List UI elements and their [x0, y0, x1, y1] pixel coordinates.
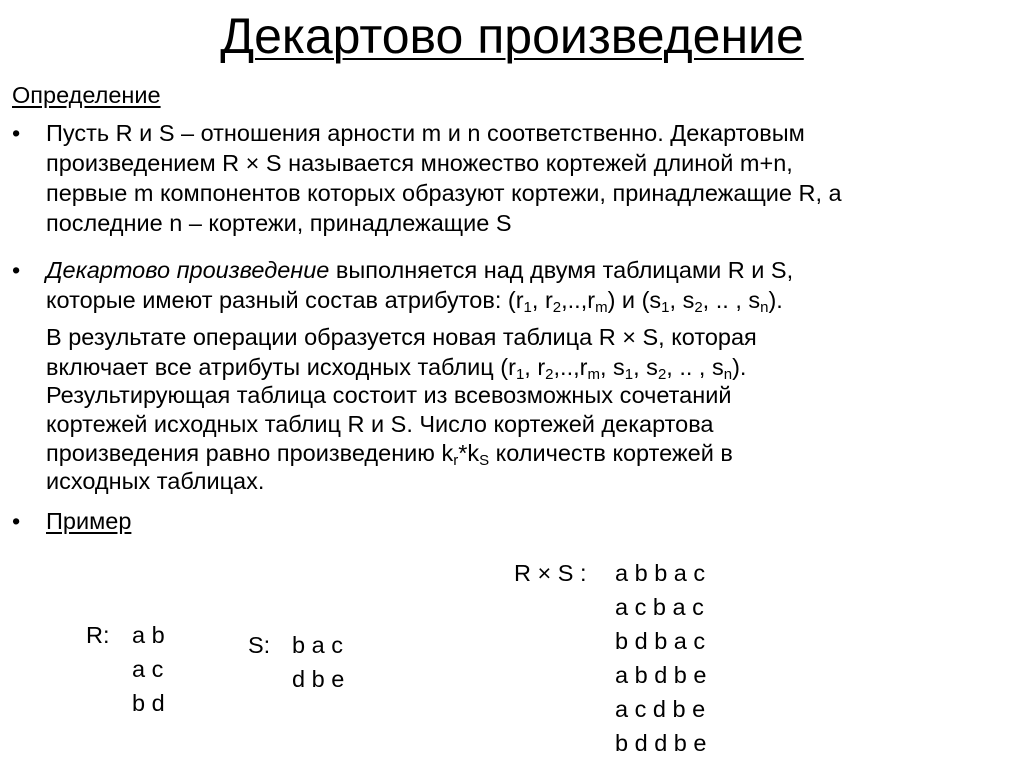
- product-row: b d b a c: [615, 628, 706, 654]
- para2-line2-text: которые имеют разный состав атрибутов: (r: [46, 287, 524, 313]
- para2-line2: которые имеют разный состав атрибутов: ($r_1$, $r_2,..,r_m$) и ($s_1$, $s_2$, .. , $s_n$).: [46, 287, 783, 316]
- bullet-1: •: [12, 120, 21, 146]
- relation-s-label: S:: [248, 632, 271, 658]
- para2-line7-b: количеств кортежей в: [489, 440, 733, 466]
- product-label: R × S :: [514, 560, 587, 586]
- para2-line6: кортежей исходных таблиц R и S. Число кортежей декартова: [46, 411, 714, 437]
- product-row: a c d b e: [615, 696, 706, 722]
- para2-line7-a: произведения равно произведению k: [46, 440, 454, 466]
- relation-r-row: a c: [132, 656, 164, 682]
- product-row: b d d b e: [615, 730, 707, 756]
- relation-r-row: a b: [132, 622, 165, 648]
- product-row: a b b a c: [615, 560, 706, 586]
- para1-line3: первые m компонентов которых образуют кортежи, принадлежащие R, а: [46, 180, 842, 206]
- bullet-2: •: [12, 257, 21, 283]
- example-label: Пример: [46, 508, 132, 534]
- para2-line4-text: включает все атрибуты исходных таблиц (r: [46, 354, 516, 380]
- product-row: a c b a c: [615, 594, 704, 620]
- para2-line5: Результирующая таблица состоит из всевозможных сочетаний: [46, 382, 732, 408]
- para2-line8: исходных таблицах.: [46, 468, 265, 494]
- definition-heading: Определение: [12, 82, 161, 108]
- para2-line7: произведения равно произведению $k_r*k_S$ количеств кортежей в: [46, 440, 733, 469]
- para2-line3: В результате операции образуется новая таблица R × S, которая: [46, 324, 757, 350]
- page-title: Декартово произведение: [220, 8, 804, 64]
- para2-line1: [46, 255, 793, 285]
- para2-italic-term: Декартово произведение: [46, 257, 330, 283]
- para1-line4: последние n – кортежи, принадлежащие S: [46, 210, 512, 236]
- para1-line2: произведением R × S называется множество кортежей длиной m+n,: [46, 150, 793, 176]
- relation-s-row: d b e: [292, 666, 345, 692]
- bullet-3: •: [12, 508, 21, 534]
- relation-s-row: b a c: [292, 632, 343, 658]
- para2-line1-rest: выполняется над двумя таблицами R и S,: [329, 257, 794, 283]
- product-row: a b d b e: [615, 662, 707, 688]
- para1-line1: Пусть R и S – отношения арности m и n соответственно. Декартовым: [46, 120, 805, 146]
- relation-r-label: R:: [86, 622, 110, 648]
- para2-line4: включает все атрибуты исходных таблиц ($r_1$, $r_2,..,r_m$, $s_1$, $s_2$, .. , $s_n$).: [46, 354, 747, 383]
- relation-r-row: b d: [132, 690, 165, 716]
